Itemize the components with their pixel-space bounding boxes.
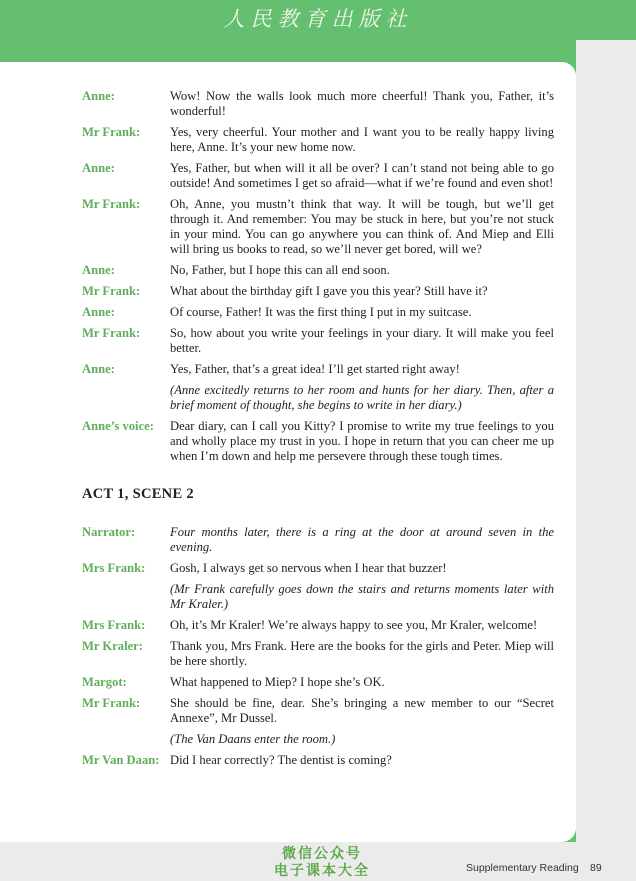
speaker-name: Mr Van Daan:	[82, 753, 160, 767]
wechat-line-2: 电子课本大全	[274, 863, 370, 879]
speaker-name: Narrator:	[82, 525, 136, 539]
speaker-name: Mr Frank:	[82, 125, 141, 139]
dialogue-row	[82, 525, 554, 555]
wechat-line-1: 微信公众号	[282, 846, 362, 862]
dialogue-line: No, Father, but I hope this can all end soon.	[170, 263, 390, 277]
dialogue-row	[82, 696, 554, 726]
dialogue-row	[82, 561, 554, 576]
dialogue-line: Gosh, I always get so nervous when I hear that buzzer!	[170, 561, 447, 575]
stage-direction: (Mr Frank carefully goes down the stairs and returns moments later with Mr Kraler.)	[170, 582, 554, 611]
dialogue-row	[82, 753, 554, 768]
speaker-name: Margot:	[82, 675, 127, 689]
dialogue-line: What happened to Miep? I hope she’s OK.	[170, 675, 385, 689]
publisher-logo: 人民教育出版社	[223, 7, 413, 31]
scene-heading: ACT 1, SCENE 2	[82, 486, 194, 502]
dialogue-row	[82, 362, 554, 377]
speaker-name: Anne:	[82, 305, 115, 319]
speaker-name: Anne:	[82, 362, 115, 376]
speaker-name: Mr Frank:	[82, 197, 141, 211]
dialogue-row	[82, 89, 554, 119]
dialogue-row	[82, 197, 554, 257]
dialogue-row	[82, 326, 554, 356]
page-number: 89	[590, 862, 602, 874]
speaker-name: Mrs Frank:	[82, 618, 146, 632]
dialogue-row	[82, 618, 554, 633]
dialogue-line: Dear diary, can I call you Kitty? I promise to write my true feelings to you and wholly place my trust in you. I hope in return that you can cheer me up when I’m down and help me persevere through these tough times.	[170, 419, 554, 463]
dialogue-row	[82, 419, 554, 464]
page-gutter	[576, 40, 636, 860]
dialogue-line: Wow! Now the walls look much more cheerful! Thank you, Father, it’s wonderful!	[170, 89, 554, 118]
dialogue-row	[82, 161, 554, 191]
speaker-name: Mr Kraler:	[82, 639, 143, 653]
dialogue-row	[82, 639, 554, 669]
speaker-name: Anne:	[82, 161, 115, 175]
narration-line: Four months later, there is a ring at the door at around seven in the evening.	[170, 525, 554, 554]
speaker-name: Anne:	[82, 89, 115, 103]
dialogue-row	[82, 263, 554, 278]
dialogue-row	[82, 125, 554, 155]
dialogue-line: Yes, very cheerful. Your mother and I want you to be really happy living here, Anne. It’s your new home now.	[170, 125, 554, 154]
dialogue-row	[82, 305, 554, 320]
dialogue-line: Oh, Anne, you mustn’t think that way. It will be tough, but we’ll get through it. And remember: You may be stuck in here, but you’re not stuck in your mind. You can go anywhere you can think of. And Miep and Elli will bring us books to read, so we’ll never get bored, will we?	[170, 197, 554, 256]
dialogue-row	[82, 675, 554, 690]
section-label: Supplementary Reading	[466, 862, 579, 874]
dialogue-line: Did I hear correctly? The dentist is coming?	[170, 753, 392, 767]
speaker-name: Mr Frank:	[82, 326, 141, 340]
dialogue-line: Yes, Father, but when will it all be over? I can’t stand not being able to go outside! And sometimes I get so afraid—what if we’re found and even shot!	[170, 161, 554, 190]
dialogue-line: So, how about you write your feelings in your diary. It will make you feel better.	[170, 326, 554, 355]
speaker-name: Mr Frank:	[82, 696, 141, 710]
speaker-name: Mr Frank:	[82, 284, 141, 298]
script-content	[82, 89, 554, 774]
dialogue-line: Yes, Father, that’s a great idea! I’ll get started right away!	[170, 362, 460, 376]
dialogue-row	[82, 284, 554, 299]
wechat-watermark	[262, 846, 382, 880]
dialogue-line: She should be fine, dear. She’s bringing a new member to our “Secret Annexe”, Mr Dussel.	[170, 696, 554, 725]
stage-direction: (Anne excitedly returns to her room and hunts for her diary. Then, after a brief moment of thought, she begins to write in her diary.)	[170, 383, 554, 412]
speaker-name: Anne:	[82, 263, 115, 277]
dialogue-line: Oh, it’s Mr Kraler! We’re always happy to see you, Mr Kraler, welcome!	[170, 618, 538, 632]
dialogue-line: Thank you, Mrs Frank. Here are the books for the girls and Peter. Miep will be here shortly.	[170, 639, 554, 668]
dialogue-line: What about the birthday gift I gave you this year? Still have it?	[170, 284, 488, 298]
stage-direction: (The Van Daans enter the room.)	[170, 732, 336, 746]
dialogue-line: Of course, Father! It was the first thing I put in my suitcase.	[170, 305, 472, 319]
speaker-name: Anne’s voice:	[82, 419, 154, 433]
speaker-name: Mrs Frank:	[82, 561, 146, 575]
